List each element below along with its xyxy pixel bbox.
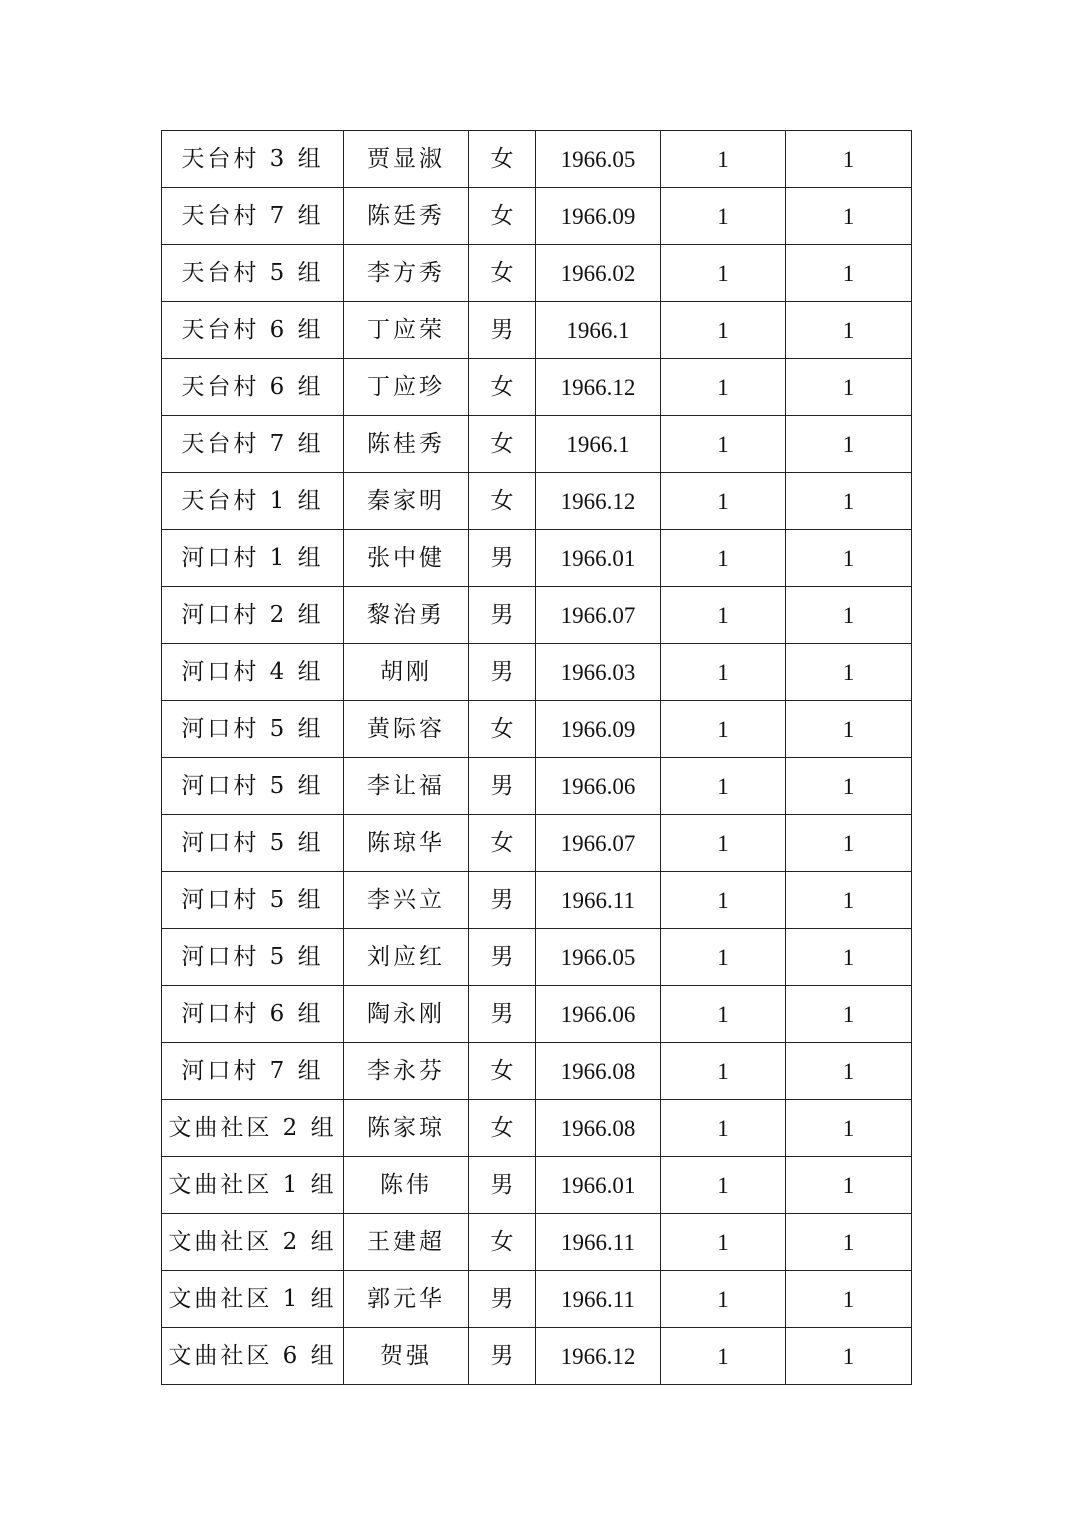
birth-date-cell: 1966.01 [536, 1157, 661, 1214]
address-cell: 天台村 1 组 [162, 473, 344, 530]
count-cell-2: 1 [786, 245, 912, 302]
count-cell-2: 1 [786, 986, 912, 1043]
address-cell: 河口村 2 组 [162, 587, 344, 644]
birth-date-cell: 1966.11 [536, 872, 661, 929]
table-row [162, 701, 912, 758]
gender-cell: 男 [469, 644, 536, 701]
name-cell: 李方秀 [344, 245, 469, 302]
table-row [162, 1043, 912, 1100]
count-cell-1: 1 [661, 245, 786, 302]
address-cell: 天台村 7 组 [162, 416, 344, 473]
gender-cell: 女 [469, 416, 536, 473]
address-cell: 文曲社区 1 组 [162, 1271, 344, 1328]
count-cell-2: 1 [786, 473, 912, 530]
count-cell-1: 1 [661, 416, 786, 473]
address-cell: 天台村 6 组 [162, 359, 344, 416]
table-row [162, 131, 912, 188]
address-cell: 文曲社区 2 组 [162, 1214, 344, 1271]
name-cell: 黄际容 [344, 701, 469, 758]
table-row [162, 986, 912, 1043]
count-cell-1: 1 [661, 758, 786, 815]
table-row [162, 815, 912, 872]
table-row [162, 587, 912, 644]
birth-date-cell: 1966.12 [536, 473, 661, 530]
gender-cell: 男 [469, 872, 536, 929]
address-cell: 天台村 6 组 [162, 302, 344, 359]
name-cell: 陈廷秀 [344, 188, 469, 245]
address-cell: 天台村 3 组 [162, 131, 344, 188]
roster-table-body [162, 131, 912, 1385]
count-cell-1: 1 [661, 1271, 786, 1328]
birth-date-cell: 1966.12 [536, 359, 661, 416]
count-cell-2: 1 [786, 587, 912, 644]
birth-date-cell: 1966.07 [536, 587, 661, 644]
gender-cell: 女 [469, 473, 536, 530]
table-row [162, 758, 912, 815]
address-cell: 河口村 7 组 [162, 1043, 344, 1100]
count-cell-2: 1 [786, 530, 912, 587]
table-row [162, 872, 912, 929]
birth-date-cell: 1966.01 [536, 530, 661, 587]
count-cell-1: 1 [661, 587, 786, 644]
table-row [162, 1328, 912, 1385]
birth-date-cell: 1966.08 [536, 1043, 661, 1100]
birth-date-cell: 1966.09 [536, 701, 661, 758]
count-cell-1: 1 [661, 1100, 786, 1157]
name-cell: 陈伟 [344, 1157, 469, 1214]
table-row [162, 929, 912, 986]
gender-cell: 女 [469, 359, 536, 416]
name-cell: 张中健 [344, 530, 469, 587]
birth-date-cell: 1966.08 [536, 1100, 661, 1157]
table-row [162, 644, 912, 701]
count-cell-1: 1 [661, 359, 786, 416]
birth-date-cell: 1966.07 [536, 815, 661, 872]
address-cell: 文曲社区 6 组 [162, 1328, 344, 1385]
name-cell: 陈家琼 [344, 1100, 469, 1157]
name-cell: 郭元华 [344, 1271, 469, 1328]
count-cell-1: 1 [661, 131, 786, 188]
gender-cell: 男 [469, 1328, 536, 1385]
count-cell-2: 1 [786, 929, 912, 986]
count-cell-2: 1 [786, 1214, 912, 1271]
count-cell-2: 1 [786, 1157, 912, 1214]
name-cell: 王建超 [344, 1214, 469, 1271]
birth-date-cell: 1966.06 [536, 986, 661, 1043]
address-cell: 天台村 5 组 [162, 245, 344, 302]
gender-cell: 女 [469, 131, 536, 188]
name-cell: 秦家明 [344, 473, 469, 530]
address-cell: 文曲社区 2 组 [162, 1100, 344, 1157]
count-cell-1: 1 [661, 1214, 786, 1271]
count-cell-1: 1 [661, 815, 786, 872]
gender-cell: 女 [469, 188, 536, 245]
count-cell-2: 1 [786, 359, 912, 416]
name-cell: 陈琼华 [344, 815, 469, 872]
birth-date-cell: 1966.05 [536, 131, 661, 188]
table-row [162, 1100, 912, 1157]
table-row [162, 302, 912, 359]
gender-cell: 男 [469, 587, 536, 644]
count-cell-2: 1 [786, 1100, 912, 1157]
count-cell-2: 1 [786, 815, 912, 872]
birth-date-cell: 1966.09 [536, 188, 661, 245]
address-cell: 河口村 5 组 [162, 872, 344, 929]
birth-date-cell: 1966.11 [536, 1214, 661, 1271]
name-cell: 贾显淑 [344, 131, 469, 188]
gender-cell: 女 [469, 1043, 536, 1100]
count-cell-1: 1 [661, 188, 786, 245]
birth-date-cell: 1966.1 [536, 416, 661, 473]
gender-cell: 男 [469, 986, 536, 1043]
gender-cell: 女 [469, 815, 536, 872]
count-cell-2: 1 [786, 872, 912, 929]
count-cell-1: 1 [661, 986, 786, 1043]
roster-table [161, 130, 912, 1385]
table-row [162, 530, 912, 587]
count-cell-2: 1 [786, 1043, 912, 1100]
address-cell: 天台村 7 组 [162, 188, 344, 245]
name-cell: 贺强 [344, 1328, 469, 1385]
birth-date-cell: 1966.03 [536, 644, 661, 701]
gender-cell: 男 [469, 302, 536, 359]
name-cell: 李永芬 [344, 1043, 469, 1100]
gender-cell: 女 [469, 701, 536, 758]
birth-date-cell: 1966.11 [536, 1271, 661, 1328]
name-cell: 陶永刚 [344, 986, 469, 1043]
count-cell-1: 1 [661, 1328, 786, 1385]
name-cell: 丁应荣 [344, 302, 469, 359]
gender-cell: 女 [469, 1100, 536, 1157]
gender-cell: 女 [469, 1214, 536, 1271]
gender-cell: 男 [469, 929, 536, 986]
count-cell-2: 1 [786, 131, 912, 188]
address-cell: 河口村 5 组 [162, 701, 344, 758]
name-cell: 李让福 [344, 758, 469, 815]
count-cell-1: 1 [661, 701, 786, 758]
count-cell-2: 1 [786, 701, 912, 758]
name-cell: 黎治勇 [344, 587, 469, 644]
count-cell-1: 1 [661, 473, 786, 530]
count-cell-2: 1 [786, 188, 912, 245]
count-cell-1: 1 [661, 1043, 786, 1100]
count-cell-1: 1 [661, 644, 786, 701]
address-cell: 河口村 6 组 [162, 986, 344, 1043]
count-cell-2: 1 [786, 758, 912, 815]
gender-cell: 男 [469, 758, 536, 815]
count-cell-1: 1 [661, 929, 786, 986]
count-cell-1: 1 [661, 302, 786, 359]
table-row [162, 1271, 912, 1328]
birth-date-cell: 1966.12 [536, 1328, 661, 1385]
birth-date-cell: 1966.05 [536, 929, 661, 986]
table-row [162, 245, 912, 302]
address-cell: 河口村 5 组 [162, 815, 344, 872]
address-cell: 河口村 4 组 [162, 644, 344, 701]
table-row [162, 1214, 912, 1271]
address-cell: 文曲社区 1 组 [162, 1157, 344, 1214]
name-cell: 李兴立 [344, 872, 469, 929]
name-cell: 刘应红 [344, 929, 469, 986]
gender-cell: 男 [469, 1157, 536, 1214]
table-row [162, 473, 912, 530]
count-cell-2: 1 [786, 1271, 912, 1328]
birth-date-cell: 1966.02 [536, 245, 661, 302]
name-cell: 陈桂秀 [344, 416, 469, 473]
gender-cell: 女 [469, 245, 536, 302]
gender-cell: 男 [469, 530, 536, 587]
table-row [162, 1157, 912, 1214]
count-cell-2: 1 [786, 1328, 912, 1385]
birth-date-cell: 1966.1 [536, 302, 661, 359]
table-row [162, 188, 912, 245]
count-cell-1: 1 [661, 1157, 786, 1214]
birth-date-cell: 1966.06 [536, 758, 661, 815]
address-cell: 河口村 5 组 [162, 929, 344, 986]
table-row [162, 416, 912, 473]
address-cell: 河口村 1 组 [162, 530, 344, 587]
count-cell-2: 1 [786, 644, 912, 701]
name-cell: 胡刚 [344, 644, 469, 701]
address-cell: 河口村 5 组 [162, 758, 344, 815]
table-row [162, 359, 912, 416]
count-cell-2: 1 [786, 302, 912, 359]
gender-cell: 男 [469, 1271, 536, 1328]
count-cell-1: 1 [661, 872, 786, 929]
count-cell-2: 1 [786, 416, 912, 473]
name-cell: 丁应珍 [344, 359, 469, 416]
count-cell-1: 1 [661, 530, 786, 587]
